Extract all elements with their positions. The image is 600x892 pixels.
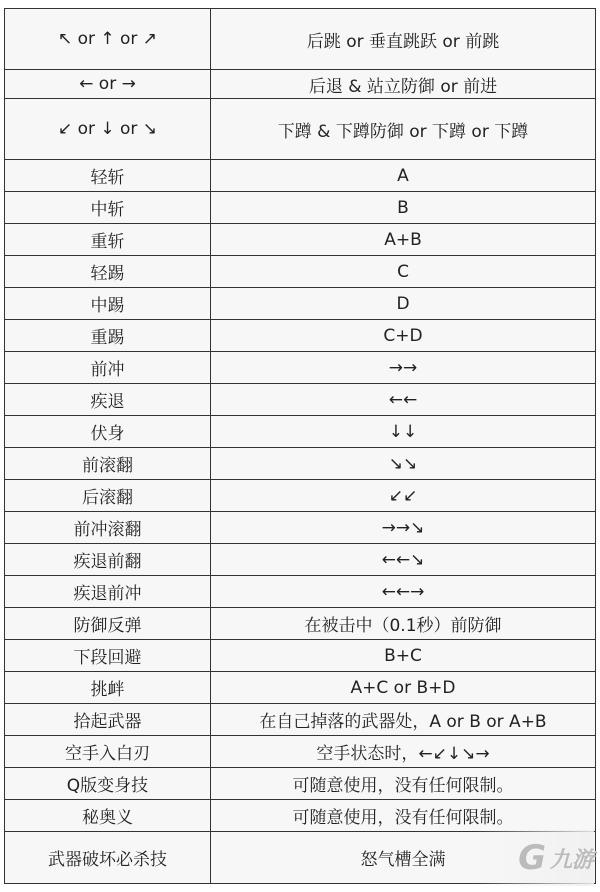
table-row bbox=[5, 672, 596, 704]
input-cell: 前冲滚翻 bbox=[5, 512, 211, 544]
action-cell: C+D bbox=[211, 320, 596, 352]
table-row bbox=[5, 352, 596, 384]
action-cell: ←← bbox=[211, 384, 596, 416]
input-cell: ↖ or ↑ or ↗ bbox=[5, 9, 211, 70]
action-cell: 怒气槽全满 bbox=[211, 832, 596, 884]
action-cell: 后跳 or 垂直跳跃 or 前跳 bbox=[211, 9, 596, 70]
input-cell: Q版变身技 bbox=[5, 768, 211, 800]
action-cell: ↙↙ bbox=[211, 480, 596, 512]
input-cell: 疾退前冲 bbox=[5, 576, 211, 608]
action-cell: ↘↘ bbox=[211, 448, 596, 480]
action-cell: A+B bbox=[211, 224, 596, 256]
action-cell: B+C bbox=[211, 640, 596, 672]
input-cell: 重踢 bbox=[5, 320, 211, 352]
table-row bbox=[5, 416, 596, 448]
table-row bbox=[5, 704, 596, 736]
input-cell: 武器破坏必杀技 bbox=[5, 832, 211, 884]
action-cell: 下蹲 & 下蹲防御 or 下蹲 or 下蹲 bbox=[211, 99, 596, 160]
action-cell: 空手状态时，←↙↓↘→ bbox=[211, 736, 596, 768]
input-cell: 疾退前翻 bbox=[5, 544, 211, 576]
table-row bbox=[5, 384, 596, 416]
table-row bbox=[5, 480, 596, 512]
action-cell: 可随意使用，没有任何限制。 bbox=[211, 768, 596, 800]
input-cell: ← or → bbox=[5, 70, 211, 99]
action-cell: A+C or B+D bbox=[211, 672, 596, 704]
table-row bbox=[5, 768, 596, 800]
table-row bbox=[5, 192, 596, 224]
table-row bbox=[5, 9, 596, 70]
table-row bbox=[5, 736, 596, 768]
input-cell: 秘奥义 bbox=[5, 800, 211, 832]
table-row bbox=[5, 544, 596, 576]
action-cell: 可随意使用，没有任何限制。 bbox=[211, 800, 596, 832]
table-row bbox=[5, 512, 596, 544]
input-cell: 中斩 bbox=[5, 192, 211, 224]
action-cell: 后退 & 站立防御 or 前进 bbox=[211, 70, 596, 99]
input-cell: 后滚翻 bbox=[5, 480, 211, 512]
table-row bbox=[5, 608, 596, 640]
action-cell: 在自己掉落的武器处，A or B or A+B bbox=[211, 704, 596, 736]
input-cell: 前冲 bbox=[5, 352, 211, 384]
action-cell: A bbox=[211, 160, 596, 192]
table-row bbox=[5, 448, 596, 480]
input-cell: 拾起武器 bbox=[5, 704, 211, 736]
table-row bbox=[5, 640, 596, 672]
action-cell: ↓↓ bbox=[211, 416, 596, 448]
input-cell: 疾退 bbox=[5, 384, 211, 416]
table-row bbox=[5, 320, 596, 352]
table-row bbox=[5, 288, 596, 320]
table-row bbox=[5, 99, 596, 160]
input-cell: 防御反弹 bbox=[5, 608, 211, 640]
logo-icon: G bbox=[518, 838, 546, 878]
action-cell: →→↘ bbox=[211, 512, 596, 544]
watermark-logo: G 九游 bbox=[474, 830, 594, 886]
action-cell: ←←→ bbox=[211, 576, 596, 608]
table-row bbox=[5, 70, 596, 99]
action-cell: D bbox=[211, 288, 596, 320]
table-row bbox=[5, 224, 596, 256]
input-cell: 重斩 bbox=[5, 224, 211, 256]
table-row bbox=[5, 160, 596, 192]
input-cell: 伏身 bbox=[5, 416, 211, 448]
action-cell: B bbox=[211, 192, 596, 224]
input-cell: 挑衅 bbox=[5, 672, 211, 704]
input-cell: 中踢 bbox=[5, 288, 211, 320]
action-cell: →→ bbox=[211, 352, 596, 384]
command-table bbox=[4, 8, 596, 884]
action-cell: 在被击中（0.1秒）前防御 bbox=[211, 608, 596, 640]
table-row bbox=[5, 576, 596, 608]
input-cell: 轻斩 bbox=[5, 160, 211, 192]
action-cell: ←←↘ bbox=[211, 544, 596, 576]
input-cell: 下段回避 bbox=[5, 640, 211, 672]
table-row bbox=[5, 256, 596, 288]
input-cell: 轻踢 bbox=[5, 256, 211, 288]
input-cell: 空手入白刃 bbox=[5, 736, 211, 768]
action-cell: C bbox=[211, 256, 596, 288]
input-cell: ↙ or ↓ or ↘ bbox=[5, 99, 211, 160]
input-cell: 前滚翻 bbox=[5, 448, 211, 480]
table-row bbox=[5, 800, 596, 832]
